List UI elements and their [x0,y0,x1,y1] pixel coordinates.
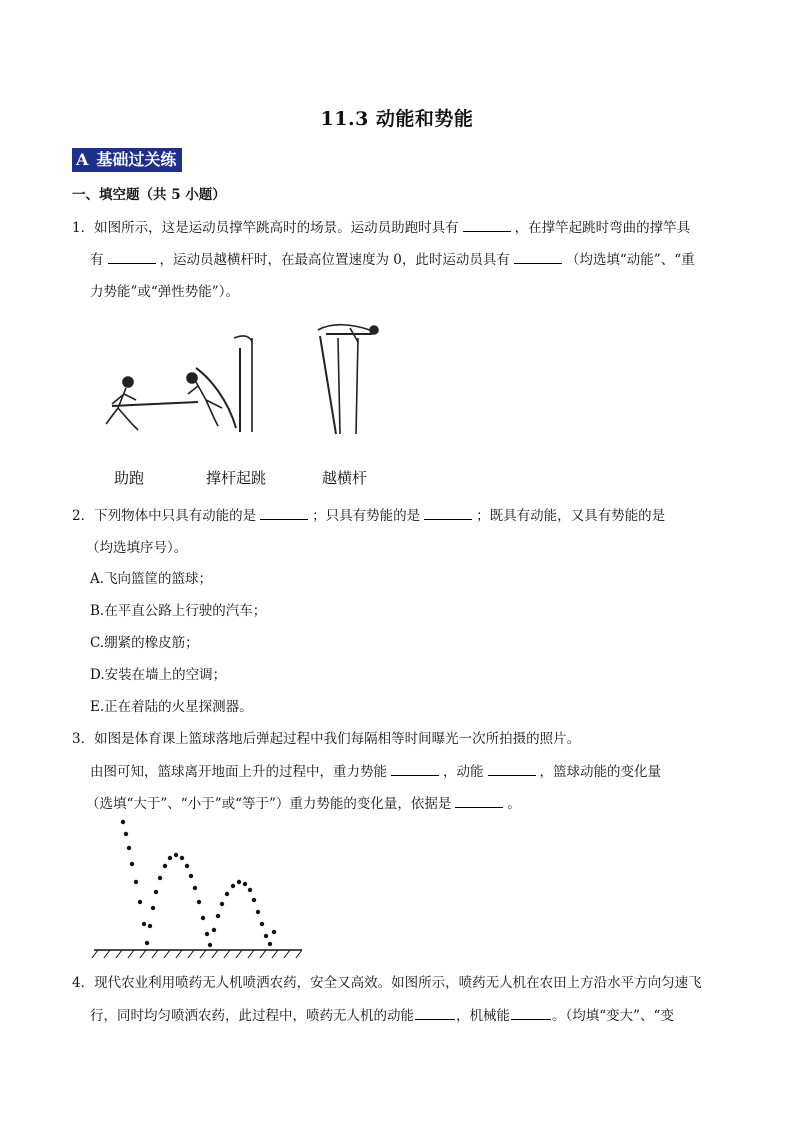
q2-text: ；只具有势能的是 [312,508,421,524]
jumper-head [187,373,197,383]
q2-line2: （均选填序号）。 [86,540,188,556]
answer-blank[interactable] [511,1005,551,1020]
q1-line2 [90,249,695,270]
q2-text: 2．下列物体中只具有动能的是 [72,508,257,524]
page-title: 11.3 动能和势能 [320,108,474,130]
q3-line3 [86,793,521,814]
q2-option-c: C.绷紧的橡皮筋； [90,635,199,651]
q3-text: 。 [507,796,521,812]
q4-line1: 4．现代农业利用喷药无人机喷洒农药，安全又高效。如图所示，喷药无人机在农田上方沿水平方向匀速飞 [72,975,702,991]
runner-body [106,388,138,430]
q1-text: ，运动员越横杆时，在最高位置速度为 0，此时运动员具有 [159,252,510,268]
crossbar [234,336,252,342]
q2-option-b: B.在平直公路上行驶的汽车； [90,603,267,619]
upright-post [356,338,358,434]
caption-clearing-bar: 越横杆 [322,469,368,487]
answer-blank[interactable] [455,793,503,808]
q3-text: 由图可知，篮球离开地面上升的过程中，重力势能 [90,764,387,780]
q4-text: ，机械能 [456,1008,510,1024]
section-name: 基础过关练 [96,150,177,169]
q3-text: （选填“大于”、“小于”或“等于”）重力势能的变化量，依据是 [86,796,452,812]
q1-text: 有 [90,252,104,268]
pole-release [320,336,336,434]
runner-pole [112,402,198,406]
caption-takeoff: 撑杆起跳 [206,469,267,487]
part-heading: 一、填空题（共 5 小题） [72,187,226,203]
q3-text: ，动能 [443,764,484,780]
runner-head [123,377,133,387]
q2-line1 [72,505,665,526]
answer-blank[interactable] [260,505,308,520]
bent-pole [196,368,236,428]
vaulter-head [370,326,378,334]
answer-blank[interactable] [424,505,472,520]
answer-blank[interactable] [108,249,156,264]
answer-blank[interactable] [463,217,511,232]
caption-run-up: 助跑 [114,469,145,487]
q3-text: ，篮球动能的变化量 [539,764,661,780]
q2-text: ；既具有动能，又具有势能的是 [476,508,666,524]
answer-blank[interactable] [514,249,562,264]
ball-positions [121,820,276,947]
ground-hatching [92,950,302,958]
q2-option-d: D.安装在墙上的空调； [90,667,227,683]
bouncing-ball-figure [90,812,310,962]
q1-text: （均选填“动能”、“重 [565,252,695,268]
q2-option-e: E.正在着陆的火星探测器。 [90,699,253,715]
section-banner [72,148,182,172]
q1-text: ，在撑竿起跳时弯曲的撑竿具 [514,220,691,236]
answer-blank[interactable] [391,761,439,776]
pole-vault-figure [88,320,388,440]
q1-text: 1．如图所示，这是运动员撑竿跳高时的场景。运动员助跑时具有 [72,220,459,236]
answer-blank[interactable] [488,761,536,776]
answer-blank[interactable] [415,1005,455,1020]
q3-line2 [90,761,661,782]
q3-line1: 3．如图是体育课上篮球落地后弹起过程中我们每隔相等时间曝光一次所拍摄的照片。 [72,731,581,747]
section-letter: A [76,150,89,169]
q1-line3: 力势能”或“弹性势能”）。 [90,284,239,300]
q4-text: 行，同时均匀喷洒农药，此过程中，喷药无人机的动能 [90,1008,414,1024]
q4-text: 。（均填“变大”、“变 [552,1008,674,1024]
q4-line2 [90,1005,674,1026]
q1-line1 [72,217,690,238]
q2-option-a: A.飞向篮筐的篮球； [90,571,213,587]
upright-post [338,338,340,434]
